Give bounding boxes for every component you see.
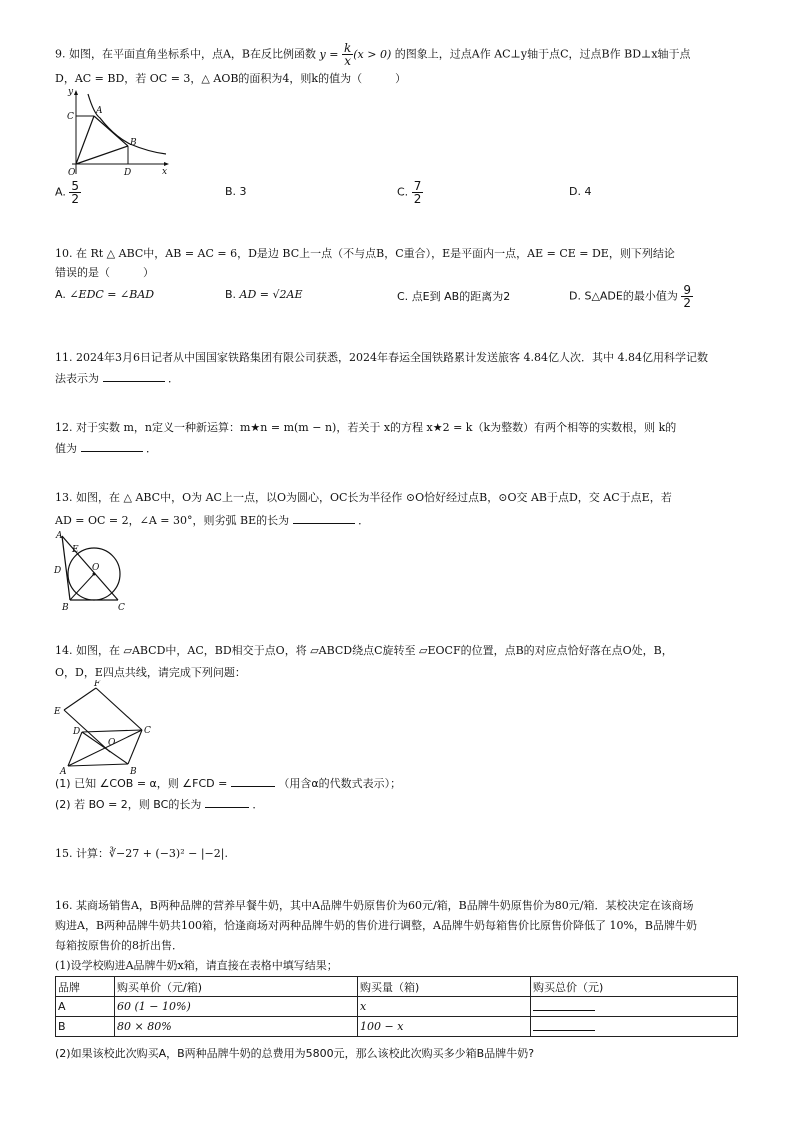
table-cell: 80 × 80%: [115, 1017, 358, 1037]
q9-choice-b: B. 3: [225, 185, 247, 198]
q9-label-x: x: [162, 167, 168, 177]
q13-label-c: C: [118, 603, 125, 612]
q14-label-d: D: [73, 727, 81, 737]
q16-line-1: 16. 某商场销售A，B两种品牌的营养早餐牛奶，其中A品牌牛奶原售价为60元/箱，B品牌牛奶原售价为80元/箱．某校决定在该商场: [55, 899, 694, 912]
q9-choice-d: D. 4: [569, 185, 592, 198]
q10-choice-c: C. 点E到 AB的距离为2: [397, 290, 511, 303]
q15-line-1: 15. 计算：∛−27 + (−3)² − |−2|.: [55, 847, 228, 860]
q12-line-2: 值为 ．: [55, 442, 157, 455]
q9-text-1: 9. 如图，在平面直角坐标系中，点A，B在反比例函数: [55, 47, 317, 61]
q16-sub2: (2)如果该校此次购买A，B两种品牌牛奶的总费用为5800元，那么该校此次购买多少箱B品牌牛奶?: [55, 1047, 535, 1060]
q13-answer-blank[interactable]: [293, 513, 355, 524]
q16-sub1: (1)设学校购进A品牌牛奶x箱，请直接在表格中填写结果；: [55, 959, 338, 972]
q9-label-d: D: [124, 168, 132, 178]
q9-choice-c: C. $\frac{7}{2}$: [397, 179, 422, 206]
q10-choice-b: B. AD = √2AE: [225, 288, 303, 301]
q9-text-2: 的图象上，过点A作 AC⊥y轴于点C，过点B作 BD⊥x轴于点: [394, 47, 691, 61]
q14-line-2: O，D，E四点共线，请完成下列问题：: [55, 666, 246, 679]
table-header-cell: 购买总价（元): [531, 977, 738, 997]
q10-line-1: 10. 在 Rt △ ABC中，AB = AC = 6，D是边 BC上一点（不与点B，C重合），E是平面内一点，AE = CE = DE，则下列结论: [55, 247, 675, 260]
q13-label-a: A: [56, 531, 63, 541]
q14-label-f: F: [94, 680, 101, 689]
q10-choice-d: D. S△ADE的最小值为 $\frac{9}{2}$: [569, 283, 691, 310]
table-answer-cell[interactable]: [531, 997, 738, 1017]
q9-label-c: C: [67, 112, 74, 122]
table-header-cell: 品牌: [56, 977, 115, 997]
q11-line-2: 法表示为 ．: [55, 372, 179, 385]
q16-line-2: 购进A，B两种品牌牛奶共100箱，恰逢商场对两种品牌牛奶的售价进行调整，A品牌牛奶每箱售价比原售价降低了 10%，B品牌牛奶: [55, 919, 697, 932]
q14-label-b: B: [130, 767, 137, 775]
q9-label-y: y: [68, 88, 74, 97]
table-cell: x: [358, 997, 531, 1017]
q16-price-table: [55, 976, 738, 1037]
q14-label-e: E: [54, 707, 61, 717]
table-header-row: [56, 977, 738, 997]
q14-label-a: A: [60, 767, 67, 775]
q9-label-o: O: [68, 168, 76, 178]
q13-label-b: B: [62, 603, 69, 612]
q9-choice-a: A. $\frac{5}{2}$: [55, 179, 79, 206]
table-cell: A: [56, 997, 115, 1017]
q9-line-2: D，AC = BD，若 OC = 3，△ AOB的面积为4，则k的值为（ ）: [55, 72, 407, 85]
table-cell: 100 − x: [358, 1017, 531, 1037]
q9-function: y = $\frac{k}{x}$ (x > 0): [319, 41, 395, 68]
q14-figure: [52, 680, 156, 778]
q13-figure: [52, 530, 132, 615]
q14-sub2-blank[interactable]: [205, 797, 249, 808]
table-row: [56, 997, 738, 1017]
table-header-cell: 购买单价（元/箱): [115, 977, 358, 997]
table-header-cell: 购买量（箱): [358, 977, 531, 997]
table-cell: 60 (1 − 10%): [115, 997, 358, 1017]
q9-line-1: [55, 42, 754, 67]
q11-line-1: 11. 2024年3月6日记者从中国国家铁路集团有限公司获悉，2024年春运全国铁路累计发送旅客 4.84亿人次．其中 4.84亿用科学记数: [55, 351, 708, 364]
table-answer-cell[interactable]: [531, 1017, 738, 1037]
q13-line-2: AD = OC = 2，∠A = 30°，则劣弧 BE的长为 ．: [55, 514, 370, 527]
q13-label-o: O: [92, 563, 100, 573]
table-cell: B: [56, 1017, 115, 1037]
q9-label-b: B: [130, 138, 137, 148]
q11-answer-blank[interactable]: [103, 371, 165, 382]
q14-label-o: O: [108, 738, 116, 748]
q12-answer-blank[interactable]: [81, 441, 143, 452]
q13-label-e: E: [72, 545, 79, 555]
q9-label-a: A: [96, 106, 103, 116]
q14-sub1: (1) 已知 ∠COB = α，则 ∠FCD = （用含α的代数式表示）；: [55, 777, 402, 790]
q14-sub2: (2) 若 BO = 2，则 BC的长为 ．: [55, 798, 264, 811]
q14-label-c: C: [144, 726, 151, 736]
q13-label-d: D: [54, 566, 62, 576]
q10-choice-a: A. ∠EDC = ∠BAD: [55, 288, 155, 301]
q9-figure: [54, 88, 174, 183]
q12-line-1: 12. 对于实数 m，n定义一种新运算：m★n = m(m − n)，若关于 x的方程 x★2 = k（k为整数）有两个相等的实数根，则 k的: [55, 421, 677, 434]
q14-line-1: 14. 如图，在 ▱ABCD中，AC，BD相交于点O，将 ▱ABCD绕点C旋转至 ▱EOCF的位置，点B的对应点恰好落在点O处，B，: [55, 644, 673, 657]
q16-line-3: 每箱按原售价的8折出售．: [55, 939, 183, 952]
q14-sub1-blank[interactable]: [231, 776, 275, 787]
q13-line-1: 13. 如图，在 △ ABC中，O为 AC上一点，以O为圆心，OC长为半径作 ⊙O恰好经过点B，⊙O交 AB于点D，交 AC于点E，若: [55, 491, 672, 504]
table-row: [56, 1017, 738, 1037]
q10-line-2: 错误的是（ ）: [55, 266, 154, 279]
